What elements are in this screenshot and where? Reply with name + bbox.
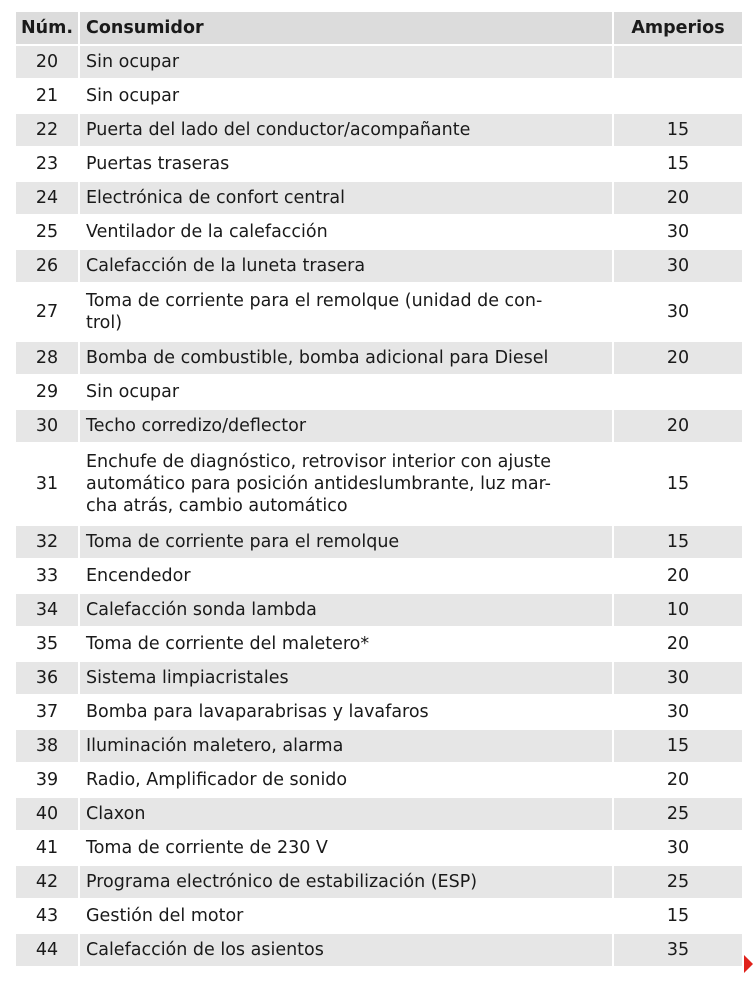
fuse-number: 21: [16, 80, 80, 112]
fuse-consumer: Toma de corriente para el remolque: [80, 526, 614, 558]
fuse-number: 24: [16, 182, 80, 214]
fuse-consumer: Programa electrónico de estabilización (ESP): [80, 866, 614, 898]
fuse-number: 33: [16, 560, 80, 592]
fuse-amperage: 20: [614, 628, 742, 660]
table-row: [16, 182, 742, 214]
fuse-amperage: 20: [614, 182, 742, 214]
fuse-consumer: Claxon: [80, 798, 614, 830]
table-row: [16, 662, 742, 694]
fuse-number: 20: [16, 46, 80, 78]
fuse-consumer: Sistema limpiacristales: [80, 662, 614, 694]
table-row: [16, 342, 742, 374]
fuse-consumer: Puerta del lado del conductor/acompañante: [80, 114, 614, 146]
table-header-row: [16, 12, 742, 44]
table-row: [16, 866, 742, 898]
fuse-amperage: 30: [614, 250, 742, 282]
fuse-amperage: 30: [614, 832, 742, 864]
fuse-amperage: 10: [614, 594, 742, 626]
fuse-number: 39: [16, 764, 80, 796]
fuse-amperage: 25: [614, 798, 742, 830]
table-row: [16, 148, 742, 180]
table-row: [16, 216, 742, 248]
table-row: [16, 696, 742, 728]
fuse-amperage: 20: [614, 410, 742, 442]
table-row: [16, 832, 742, 864]
table-row: [16, 250, 742, 282]
table-row: [16, 730, 742, 762]
fuse-number: 27: [16, 284, 80, 340]
fuse-amperage: [614, 80, 742, 112]
fuse-amperage: 30: [614, 284, 742, 340]
table-row: [16, 410, 742, 442]
table-row: [16, 628, 742, 660]
fuse-amperage: 15: [614, 444, 742, 524]
table-row: [16, 798, 742, 830]
fuse-number: 32: [16, 526, 80, 558]
fuse-number: 29: [16, 376, 80, 408]
fuse-consumer: Toma de corriente del maletero*: [80, 628, 614, 660]
fuse-amperage: 20: [614, 560, 742, 592]
fuse-amperage: 30: [614, 662, 742, 694]
table-body: [16, 46, 742, 966]
fuse-amperage: [614, 376, 742, 408]
column-header-num: Núm.: [16, 12, 80, 44]
table-row: [16, 284, 742, 340]
fuse-amperage: 15: [614, 114, 742, 146]
fuse-consumer: Sin ocupar: [80, 376, 614, 408]
fuse-number: 43: [16, 900, 80, 932]
fuse-number: 25: [16, 216, 80, 248]
fuse-number: 40: [16, 798, 80, 830]
fuse-consumer: Puertas traseras: [80, 148, 614, 180]
fuse-number: 42: [16, 866, 80, 898]
fuse-consumer: Electrónica de confort central: [80, 182, 614, 214]
fuse-number: 31: [16, 444, 80, 524]
table-row: [16, 114, 742, 146]
fuse-consumer: Sin ocupar: [80, 46, 614, 78]
table-row: [16, 900, 742, 932]
table-row: [16, 376, 742, 408]
fuse-number: 38: [16, 730, 80, 762]
fuse-number: 23: [16, 148, 80, 180]
fuse-number: 35: [16, 628, 80, 660]
fuse-consumer: Iluminación maletero, alarma: [80, 730, 614, 762]
fuse-consumer: Calefacción sonda lambda: [80, 594, 614, 626]
fuse-amperage: 15: [614, 526, 742, 558]
fuse-amperage: 15: [614, 730, 742, 762]
fuse-amperage: 30: [614, 216, 742, 248]
fuse-amperage: 30: [614, 696, 742, 728]
table-row: [16, 560, 742, 592]
column-header-amps: Amperios: [614, 12, 742, 44]
fuse-number: 41: [16, 832, 80, 864]
fuse-consumer: Gestión del motor: [80, 900, 614, 932]
table-row: [16, 934, 742, 966]
fuse-consumer: Bomba de combustible, bomba adicional para Diesel: [80, 342, 614, 374]
fuse-number: 28: [16, 342, 80, 374]
fuse-amperage: 15: [614, 900, 742, 932]
fuse-number: 30: [16, 410, 80, 442]
fuse-consumer: Enchufe de diagnóstico, retrovisor interior con ajuste automático para posición antideslumbrante, luz mar- cha atrás, cambio automático: [80, 444, 614, 524]
table-row: [16, 526, 742, 558]
fuse-amperage: 20: [614, 764, 742, 796]
fuse-consumer: Toma de corriente de 230 V: [80, 832, 614, 864]
fuse-consumer: Radio, Amplificador de sonido: [80, 764, 614, 796]
fuse-amperage: 25: [614, 866, 742, 898]
fuse-consumer: Sin ocupar: [80, 80, 614, 112]
fuse-amperage: 35: [614, 934, 742, 966]
fuse-consumer: Calefacción de la luneta trasera: [80, 250, 614, 282]
fuse-consumer: Ventilador de la calefacción: [80, 216, 614, 248]
fuse-number: 34: [16, 594, 80, 626]
fuse-table: [16, 10, 742, 968]
column-header-consumer: Consumidor: [80, 12, 614, 44]
table-row: [16, 594, 742, 626]
continue-arrow-icon: [744, 955, 753, 973]
fuse-amperage: 15: [614, 148, 742, 180]
fuse-consumer: Calefacción de los asientos: [80, 934, 614, 966]
fuse-amperage: [614, 46, 742, 78]
fuse-number: 37: [16, 696, 80, 728]
fuse-consumer: Encendedor: [80, 560, 614, 592]
fuse-number: 36: [16, 662, 80, 694]
fuse-amperage: 20: [614, 342, 742, 374]
fuse-number: 44: [16, 934, 80, 966]
fuse-number: 26: [16, 250, 80, 282]
table-row: [16, 46, 742, 78]
fuse-consumer: Bomba para lavaparabrisas y lavafaros: [80, 696, 614, 728]
fuse-number: 22: [16, 114, 80, 146]
table-row: [16, 444, 742, 524]
fuse-consumer: Toma de corriente para el remolque (unidad de con- trol): [80, 284, 614, 340]
table-row: [16, 80, 742, 112]
table-row: [16, 764, 742, 796]
fuse-consumer: Techo corredizo/deflector: [80, 410, 614, 442]
